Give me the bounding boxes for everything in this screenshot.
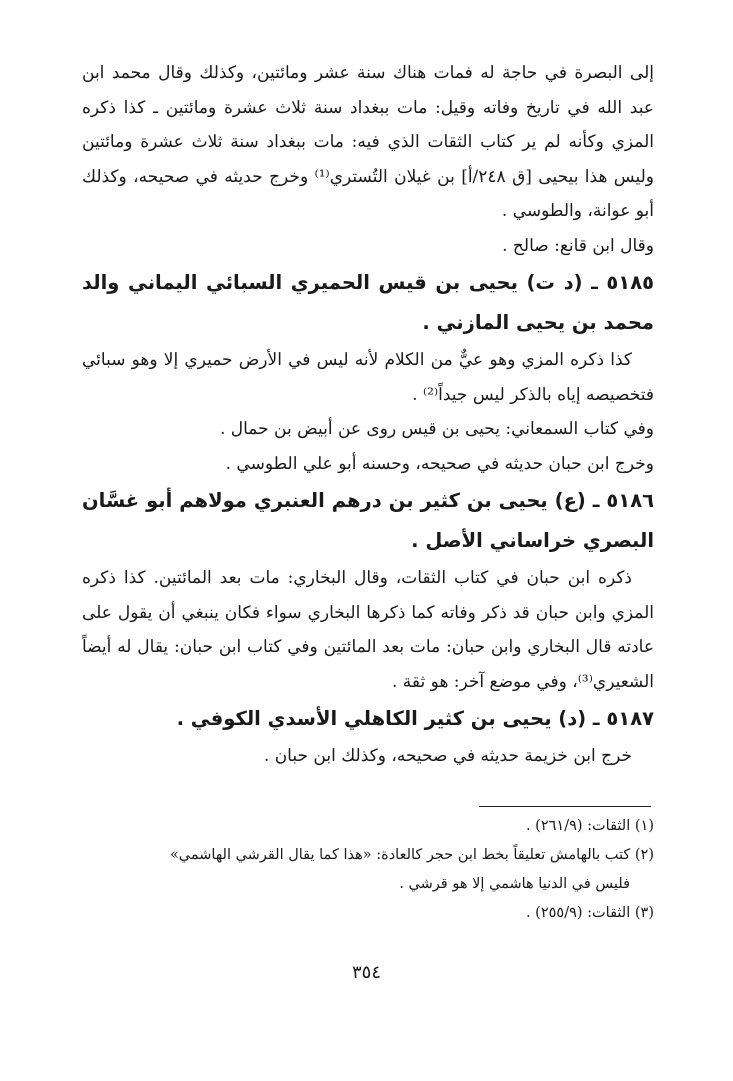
main-text — [82, 56, 654, 774]
entry-5186-heading: ٥١٨٦ ـ (ع) يحيى بن كثير بن درهم العنبري مولاهم أبو غسَّان البصري خراساني الأصل . — [82, 489, 654, 552]
footnote-3: (٣) الثقات: (٢٥٥/٩) . — [525, 905, 654, 921]
entry-5187-heading: ٥١٨٧ ـ (د) يحيى بن كثير الكاهلي الأسدي الكوفي . — [176, 707, 654, 730]
footnote-2: (٢) كتب بالهامش تعليقاً بخط ابن حجر كالعادة: «هذا كما يقال القرشي الهاشمي» — [169, 847, 654, 863]
entry-5185-heading: ٥١٨٥ ـ (د ت) يحيى بن قيس الحميري السبائي اليماني والد محمد بن يحيى المازني . — [82, 271, 654, 334]
page-number: ٣٥٤ — [351, 962, 381, 983]
footnote-2-continuation: فليس في الدنيا هاشمي إلا هو قرشي . — [399, 876, 630, 892]
entry-5187-paragraph: خرج ابن خزيمة حديثه في صحيحه، وكذلك ابن حبان . — [263, 746, 632, 766]
entry-5185-paragraph: كذا ذكره المزي وهو عيٌّ من الكلام لأنه ليس في الأرض حميري إلا وهو سبائي فتخصيصه إياه بالذكر ليس جيداً⁽²⁾ . — [82, 350, 654, 405]
entry-5185-paragraph: وخرج ابن حبان حديثه في صحيحه، وحسنه أبو علي الطوسي . — [225, 453, 654, 474]
paragraph-continuation: إلى البصرة في حاجة له فمات هناك سنة عشر ومائتين، وكذلك وقال محمد ابن عبد الله في تاريخ وفاته وقيل: مات ببغداد سنة ثلاث عشرة ومائتين ـ كذا ذكره المزي وكأنه لم ير كتاب الثقات الذي فيه: مات ببغداد سنة ثلاث عشرة ومائتين وليس هذا بيحيى [ق ٢٤٨/أ] بن غيلان التُستري⁽¹⁾ وخرج حديثه في صحيحه، وكذلك أبو عوانة، والطوسي . — [82, 63, 654, 221]
footnotes — [82, 812, 654, 928]
footnote-divider — [479, 806, 651, 807]
paragraph-ibn-qani: وقال ابن قانع: صالح . — [502, 235, 654, 256]
entry-5185-paragraph: وفي كتاب السمعاني: يحيى بن قيس روى عن أبيض بن حمال . — [219, 419, 654, 439]
footnote-1: (١) الثقات: (٢٦١/٩) . — [525, 818, 654, 834]
entry-5186-paragraph: ذكره ابن حبان في كتاب الثقات، وقال البخاري: مات بعد المائتين. كذا ذكره المزي وابن حبان قد ذكر وفاته كما ذكرها البخاري سواء فكان ينبغي أن يقول على عادته قال البخاري وابن حبان: مات بعد المائتين وفي كتاب ابن حبان: يقال له أيضاً الشعيري⁽³⁾، وفي موضع آخر: هو ثقة . — [82, 568, 654, 692]
